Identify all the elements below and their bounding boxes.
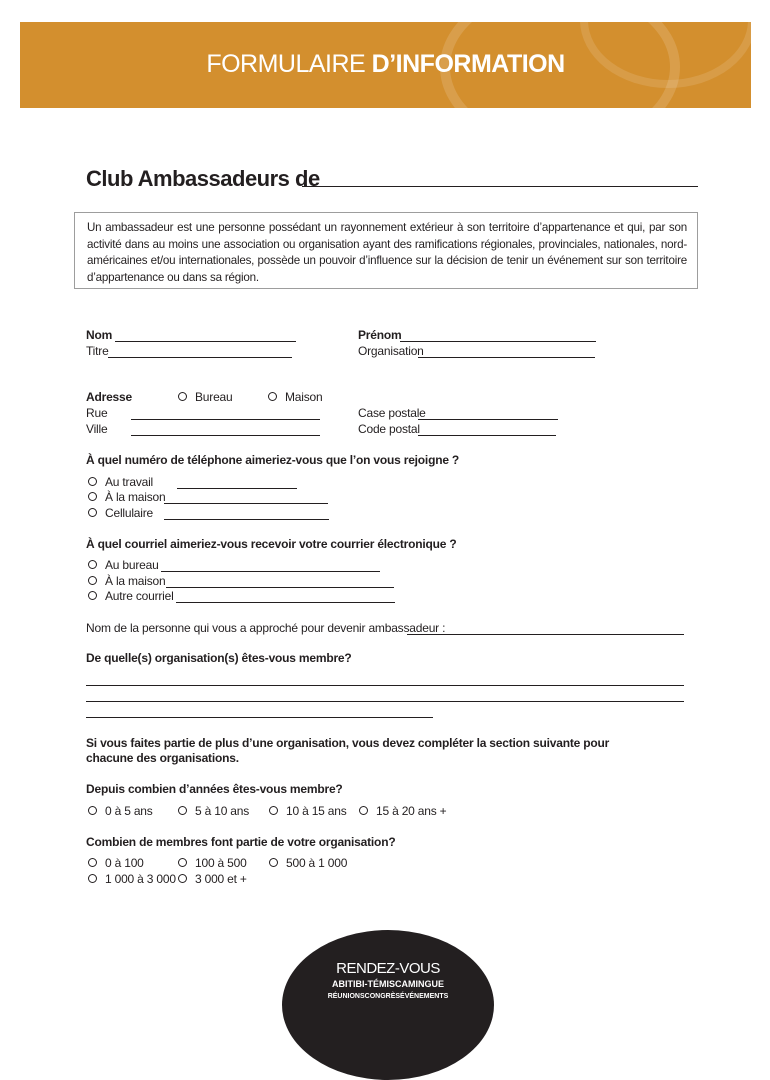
phone-option: Cellulaire [105,506,154,520]
club-title: Club Ambassadeurs de [86,166,320,191]
rendez-vous-logo [282,930,494,1080]
phone-travail-field[interactable] [177,488,297,489]
years-option: 10 à 15 ans [286,804,347,818]
email-maison-field[interactable] [166,587,394,588]
years-question: Depuis combien d’années êtes-vous membre? [86,782,343,796]
members-radio[interactable] [178,874,187,883]
members-question: Combien de membres font partie de votre organisation? [86,835,396,849]
members-radio[interactable] [88,858,97,867]
email-maison-radio[interactable] [88,576,97,585]
code-postal-label: Code postal [358,422,420,436]
members-option: 0 à 100 [105,856,144,870]
ville-field[interactable] [131,435,320,436]
prenom-field[interactable] [400,341,596,342]
titre-label: Titre [86,344,109,358]
email-bureau-radio[interactable] [88,560,97,569]
header-banner [20,22,751,108]
email-option: À la maison [105,574,166,588]
bureau-label: Bureau [195,390,233,404]
years-option: 0 à 5 ans [105,804,153,818]
orgs-field-line[interactable] [86,701,684,702]
bureau-radio[interactable] [178,392,187,401]
intro-box: Un ambassadeur est une personne possédant un rayonnement extérieur à son territoire d’appartenance et qui, par son activité dans au moins une association ou organisation ayant des ramifications régionales, provinciales, nationales, nord-américaines et/ou internationales, possède un pouvoir d’influence sur la décision de tenir un événement sur son territoire d’appartenance ou dans sa région. [74,212,698,289]
orgs-field-line[interactable] [86,685,684,686]
code-postal-field[interactable] [418,435,556,436]
organisation-label: Organisation [358,344,424,358]
rue-label: Rue [86,406,108,420]
referrer-label: Nom de la personne qui vous a approché pour devenir ambassadeur : [86,621,446,635]
years-option: 5 à 10 ans [195,804,250,818]
club-name-field[interactable] [302,186,698,187]
nom-field[interactable] [115,341,296,342]
logo-line-3: RÉUNIONSCONGRÈSÉVÉNEMENTS [327,993,449,1000]
case-postale-label: Case postale [358,406,426,420]
years-radio[interactable] [269,806,278,815]
email-autre-field[interactable] [176,602,395,603]
phone-maison-field[interactable] [164,503,328,504]
email-autre-radio[interactable] [88,591,97,600]
phone-question: À quel numéro de téléphone aimeriez-vous que l’on vous rejoigne ? [86,453,460,467]
members-radio[interactable] [88,874,97,883]
titre-field[interactable] [108,357,292,358]
years-radio[interactable] [359,806,368,815]
members-option: 500 à 1 000 [286,856,348,870]
phone-option: Au travail [105,475,154,489]
case-postale-field[interactable] [418,419,558,420]
phone-travail-radio[interactable] [88,477,97,486]
logo-line-1: RENDEZ-VOUS [336,960,440,977]
multi-org-note: Si vous faites partie de plus d’une organisation, vous devez compléter la section suivante pour [86,736,610,750]
adresse-label: Adresse [86,390,132,404]
members-option: 100 à 500 [195,856,247,870]
email-option: Autre courriel [105,589,174,603]
orgs-field-line[interactable] [86,717,433,718]
members-option: 1 000 à 3 000 [105,872,176,886]
phone-option: À la maison [105,490,166,504]
nom-label: Nom [86,328,113,342]
phone-cellulaire-radio[interactable] [88,508,97,517]
maison-label: Maison [285,390,323,404]
email-bureau-field[interactable] [161,571,380,572]
email-option: Au bureau [105,558,159,572]
organisation-field[interactable] [418,357,595,358]
years-option: 15 à 20 ans + [376,804,447,818]
rue-field[interactable] [131,419,320,420]
referrer-field[interactable] [407,634,684,635]
logo-line-2: ABITIBI-TÉMISCAMINGUE [332,979,444,989]
members-radio[interactable] [178,858,187,867]
members-radio[interactable] [269,858,278,867]
email-question: À quel courriel aimeriez-vous recevoir votre courrier électronique ? [86,537,457,551]
years-radio[interactable] [178,806,187,815]
phone-maison-radio[interactable] [88,492,97,501]
members-option: 3 000 et + [195,872,247,886]
multi-org-note: chacune des organisations. [86,751,239,765]
ville-label: Ville [86,422,108,436]
maison-radio[interactable] [268,392,277,401]
orgs-question: De quelle(s) organisation(s) êtes-vous membre? [86,651,352,665]
phone-cellulaire-field[interactable] [164,519,329,520]
years-radio[interactable] [88,806,97,815]
form-title: FORMULAIRE D’INFORMATION [206,50,565,78]
prenom-label: Prénom [358,328,402,342]
